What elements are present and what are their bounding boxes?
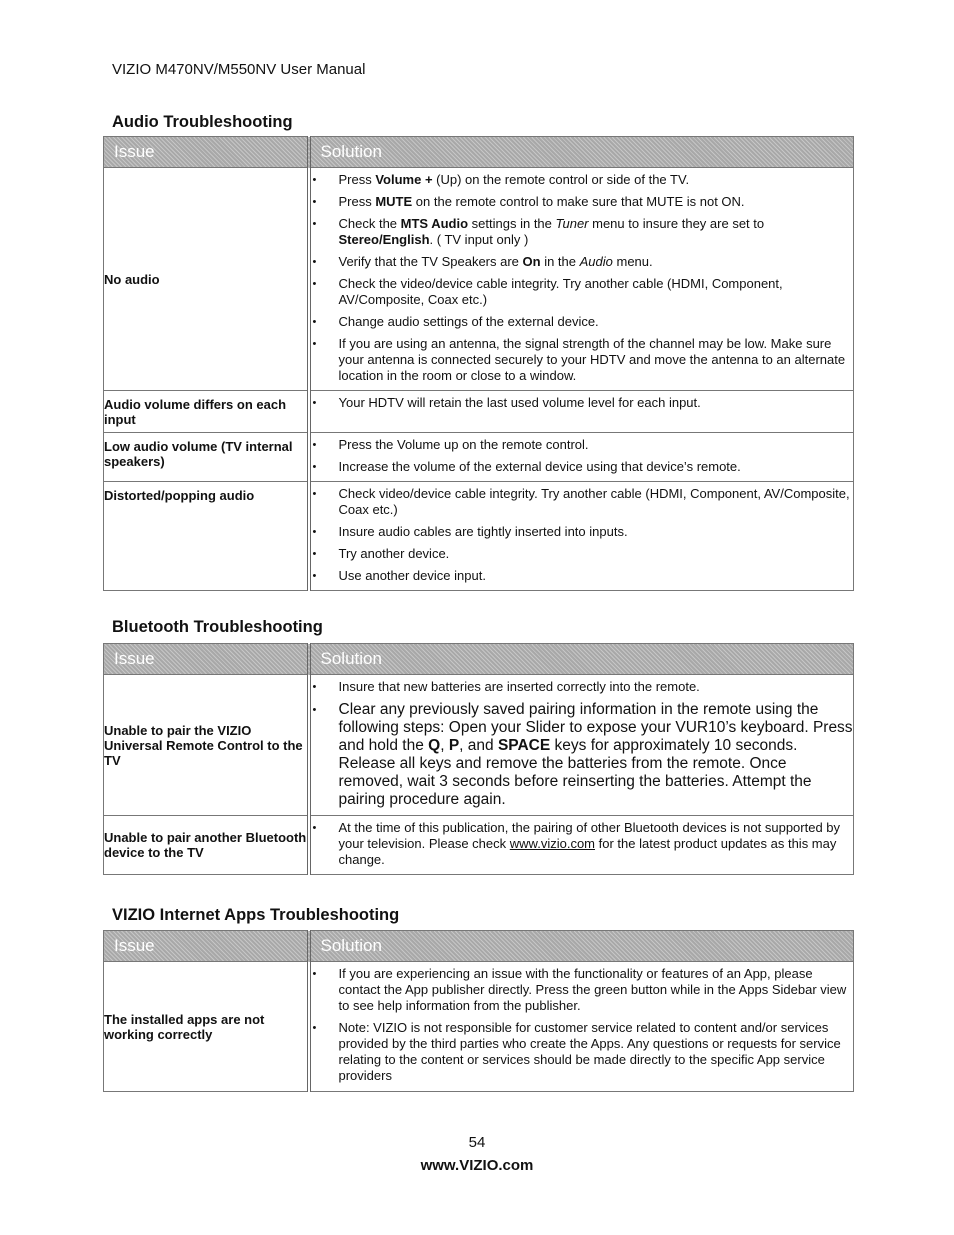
solution-item: • Insure that new batteries are inserted correctly into the remote.	[311, 679, 854, 695]
issue-cell: Low audio volume (TV internal speakers)	[104, 433, 309, 482]
solution-item: • At the time of this publication, the pairing of other Bluetooth devices is not supported by your television. Please check www.vizio.com for the latest product updates as this may change.	[311, 820, 854, 868]
solution-cell	[309, 482, 854, 591]
solution-item: • Use another device input.	[311, 568, 854, 584]
solution-list	[311, 966, 854, 1084]
bold-term: Stereo/English	[338, 232, 430, 247]
bold-term: MTS Audio	[400, 216, 469, 231]
table-row	[104, 391, 854, 433]
table-row	[104, 962, 854, 1092]
issue-cell: Unable to pair the VIZIO Universal Remote Control to the TV	[104, 675, 309, 816]
bold-term: Volume +	[375, 172, 433, 187]
bluetooth-table	[103, 643, 854, 875]
issue-column-header: Issue	[104, 137, 309, 168]
solution-item: • Press MUTE on the remote control to make sure that MUTE is not ON.	[311, 194, 854, 210]
solution-item: • Press the Volume up on the remote control.	[311, 437, 854, 453]
solution-column-header: Solution	[309, 644, 854, 675]
apps-table-header	[104, 931, 854, 962]
solution-item: • Increase the volume of the external device using that device’s remote.	[311, 459, 854, 475]
solution-item: • If you are using an antenna, the signal strength of the channel may be low. Make sure your antenna is connected securely to your HDTV and move the antenna to an alternate location in the room or close to a window.	[311, 336, 854, 384]
solution-item: • Check video/device cable integrity. Try another cable (HDMI, Component, AV/Composite, Coax etc.)	[311, 486, 854, 518]
issue-cell: Unable to pair another Bluetooth device to the TV	[104, 816, 309, 875]
solution-item: • Note: VIZIO is not responsible for customer service related to content and/or services provided by the third parties who create the Apps. Any questions or requests for service relating to the content or services should be made directly to the specific App service providers	[311, 1020, 854, 1084]
bold-term: P	[448, 737, 460, 754]
vizio-website-link[interactable]: www.vizio.com	[509, 836, 596, 851]
solution-item: • Check the MTS Audio settings in the Tuner menu to insure they are set to Stereo/English. ( TV input only )	[311, 216, 854, 248]
solution-column-header: Solution	[309, 137, 854, 168]
solution-list	[311, 486, 854, 584]
solution-item: • Insure audio cables are tightly inserted into inputs.	[311, 524, 854, 540]
bold-term: On	[522, 254, 541, 269]
apps-section-title: VIZIO Internet Apps Troubleshooting	[112, 906, 400, 924]
bluetooth-table-header	[104, 644, 854, 675]
solution-cell	[309, 675, 854, 816]
solution-item: • Clear any previously saved pairing information in the remote using the following steps: Open your Slider to expose your VUR10’s keyboard. Press and hold the Q, P, and SPACE keys for approximately 10 seconds. Release all keys and remove the batteries from the remote. Once removed, wait 3 seconds before reinserting the batteries. Attempt the pairing procedure again.	[311, 701, 854, 809]
issue-cell: The installed apps are not working correctly	[104, 962, 309, 1092]
solution-column-header: Solution	[309, 931, 854, 962]
solution-item: • If you are experiencing an issue with the functionality or features of an App, please contact the App publisher directly. Press the green button while in the Apps Sidebar view to see help information from the publisher.	[311, 966, 854, 1014]
page-number: 54	[468, 1134, 486, 1151]
issue-cell: Audio volume differs on each input	[104, 391, 309, 433]
footer-url: www.VIZIO.com	[420, 1157, 534, 1174]
page-header: VIZIO M470NV/M550NV User Manual	[112, 61, 366, 78]
table-row	[104, 675, 854, 816]
apps-table	[103, 930, 854, 1092]
menu-name: Tuner	[555, 216, 589, 231]
solution-cell	[309, 816, 854, 875]
solution-cell	[309, 168, 854, 391]
solution-list	[311, 172, 854, 384]
solution-list	[311, 679, 854, 809]
solution-item: • Change audio settings of the external device.	[311, 314, 854, 330]
solution-item: • Try another device.	[311, 546, 854, 562]
audio-table-header	[104, 137, 854, 168]
audio-table	[103, 136, 854, 591]
issue-column-header: Issue	[104, 931, 309, 962]
audio-section-title: Audio Troubleshooting	[112, 113, 293, 131]
bold-term: MUTE	[375, 194, 413, 209]
solution-list	[311, 437, 854, 475]
solution-item: • Press Volume + (Up) on the remote control or side of the TV.	[311, 172, 854, 188]
solution-item: • Check the video/device cable integrity. Try another cable (HDMI, Component, AV/Composite, Coax etc.)	[311, 276, 854, 308]
solution-item: • Your HDTV will retain the last used volume level for each input.	[311, 395, 854, 411]
issue-cell: Distorted/popping audio	[104, 482, 309, 591]
issue-cell: No audio	[104, 168, 309, 391]
solution-cell	[309, 962, 854, 1092]
solution-list	[311, 820, 854, 868]
table-row	[104, 482, 854, 591]
issue-column-header: Issue	[104, 644, 309, 675]
bold-term: SPACE	[497, 737, 551, 754]
bold-term: Q	[428, 737, 441, 754]
bluetooth-section-title: Bluetooth Troubleshooting	[112, 618, 323, 636]
table-row	[104, 433, 854, 482]
solution-cell	[309, 433, 854, 482]
table-row	[104, 168, 854, 391]
solution-item: • Verify that the TV Speakers are On in the Audio menu.	[311, 254, 854, 270]
solution-cell	[309, 391, 854, 433]
table-row	[104, 816, 854, 875]
solution-list	[311, 395, 854, 411]
menu-name: Audio	[579, 254, 613, 269]
